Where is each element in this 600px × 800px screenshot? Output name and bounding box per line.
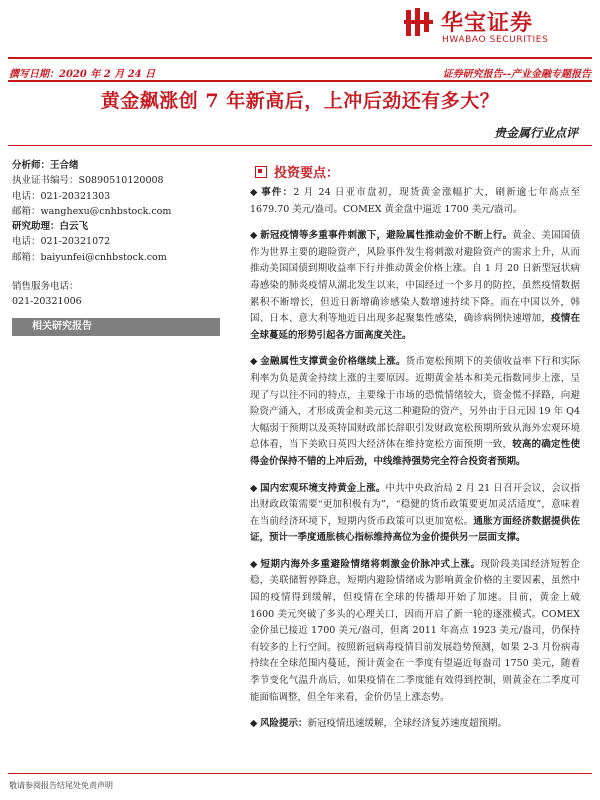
point-safe-haven (250, 228, 580, 344)
analyst-sidebar (12, 158, 228, 336)
disclaimer-note: 敬请参阅报告结尾处免责声明 (9, 781, 113, 790)
assistant-email[interactable]: 邮箱：baiyunfei@cnhbstock.com (12, 251, 167, 263)
point-safe-haven-lead: 新冠疫情等多重事件刺激下，避险属性推动金价不断上行。 (260, 230, 513, 242)
page-subtitle: 贵金属行业点评 (493, 126, 578, 140)
report-type: 证券研究报告--产业金融专题报告 (442, 69, 591, 80)
sales-label: 销售服务电话： (12, 281, 79, 293)
point-domestic (250, 481, 580, 547)
analyst-name: 分析师：王合绪 (12, 160, 79, 171)
brand-name-en: HWABAO SECURITIES (442, 35, 549, 45)
point-safe-haven-text: 黄金、美国国债作为世界主要的避险资产，风险事件发生将刺激对避险资产的需求上升，从而推动美国国债到期收益率下行并推动黄金价格上涨。自 1 月 20 日新型冠状病毒感染的肺炎疫情从湖北发生以来，中国经过一个多月的防控，虽然疫情数据累积不断增长，但近日新增确诊感染人数增速持续下降。而在中国以外，韩国、日本、意大利等地近日出现多起聚集性感染，确诊病例快速增加， (250, 230, 580, 325)
key-points-body (250, 185, 580, 743)
point-risk (250, 716, 580, 733)
point-risk-text: 新冠疫情迅速缓解，全球经济复苏速度超预期。 (307, 718, 508, 730)
related-reports-header: 相关研究报告 (12, 318, 220, 336)
footer-divider (8, 773, 592, 774)
brand-name-cn: 华宝证券 (441, 11, 534, 36)
point-short-term-text: 现阶段美国经济短暂企稳，美联储暂停降息，短期内避险情绪成为影响黄金价格的主要因素，虽然中国的疫情得到缓解，但疫情在全球的传播却开始了加速。目前，黄金上破 1600 美元突破了多头的心理关口，因而开启了新一轮的逐涨模式。COMEX 金价虽已接近 1700 美元/盎司，但离 2011 年高点 1923 美元/盎司，仍保持有较多的上行空间。按照新冠病毒疫情目前发展趋势预测，如果 2-3 月份病毒持续在全球范围内蔓延，预计黄金在一季度有望逼近每盎司 1750 美元，随着季节变化气温升高后，如果疫情在二季度能有效得到控制，则黄金在二季度可能面临调整，但全年来看，金价仍呈上涨态势。 (250, 558, 580, 703)
point-financial (250, 354, 580, 470)
header-divider-top (8, 57, 592, 59)
point-financial-lead: 金融属性支撑黄金价格继续上涨。 (260, 356, 406, 368)
diamond-bullet-icon: ◆ (250, 558, 258, 570)
hwabao-logo-icon (403, 6, 435, 38)
point-financial-text: 货币宽松预期下的美债收益率下行和实际利率为负是黄金持续上涨的主要原因。近期黄金基本和美元指数同步上涨，呈现了与以往不同的特点，主要缘于市场的恐慌情绪较大，资金慌不择路，向避险资产涌入，才形成黄金和美元这二种避险的资产，另外由于日元因 19 年 Q4 大幅弱于预期以及英特国财政部长辞职引发财政宽松预期所致从海外宏观环境总体看，当下美欧日英四大经济体在维持宽松方面预期一致， (250, 356, 580, 451)
header-divider-bottom (8, 80, 592, 82)
key-points-heading (255, 162, 339, 181)
point-event (250, 185, 580, 218)
assistant-phone: 电话：021-20321072 (12, 236, 111, 248)
point-financial-tail: 较高的确定性使得金价保持不错的上冲后劲，中线维持强势完全符合投资者预期。 (250, 439, 580, 467)
point-safe-haven-tail: 疫情在全球蔓延的形势引起各方面高度关注。 (250, 313, 580, 341)
point-event-lead: 事件： (260, 187, 294, 198)
page-title: 黄金飙涨创 7 年新高后，上冲后劲还有多大？ (100, 90, 500, 112)
diamond-bullet-icon: ◆ (250, 482, 258, 494)
diamond-bullet-icon: ◆ (250, 356, 258, 368)
diamond-bullet-icon: ◆ (250, 230, 258, 242)
point-short-term-lead: 短期内海外多重避险情绪将刺激金价脉冲式上涨。 (260, 558, 481, 570)
key-points-title: 投资要点： (274, 166, 340, 181)
point-domestic-text: 中共中央政治局 2 月 21 日召开会议，会议指出财政政策需要“更加积极有为”，“稳健的货币政策要更加灵活适度”，意味着在当前经济环境下，短期内货币政策可以更加宽松。 (250, 482, 580, 527)
sales-phone: 021-20321006 (12, 296, 82, 308)
square-bullet-icon (255, 166, 267, 178)
point-risk-lead: 风险提示： (260, 718, 308, 730)
diamond-bullet-icon: ◆ (250, 187, 258, 198)
point-domestic-tail: 通胀方面经济数据提供佐证，预计一季度通胀核心指标维持高位为金价提供另一层面支撑。 (250, 515, 580, 544)
diamond-bullet-icon: ◆ (250, 718, 258, 730)
report-date: 撰写日期：2020 年 2 月 24 日 (9, 69, 156, 80)
point-event-text: 2 月 24 日亚市盘初，现货黄金涨幅扩大，刷新逾七年高点至 1679.70 美元/盎司。COMEX 黄金盘中逼近 1700 美元/盎司。 (250, 187, 580, 215)
point-short-term (250, 557, 580, 706)
company-logo (403, 4, 595, 50)
analyst-email[interactable]: 邮箱：wanghexu@cnhbstock.com (12, 205, 172, 217)
analyst-license: 执业证书编号：S0890510120008 (12, 175, 164, 187)
point-domestic-lead: 国内宏观环境支持黄金上涨。 (260, 482, 386, 494)
assistant-name: 研究助理：白云飞 (12, 221, 89, 233)
title-divider (8, 145, 592, 146)
analyst-phone: 电话：021-20321303 (12, 190, 111, 202)
